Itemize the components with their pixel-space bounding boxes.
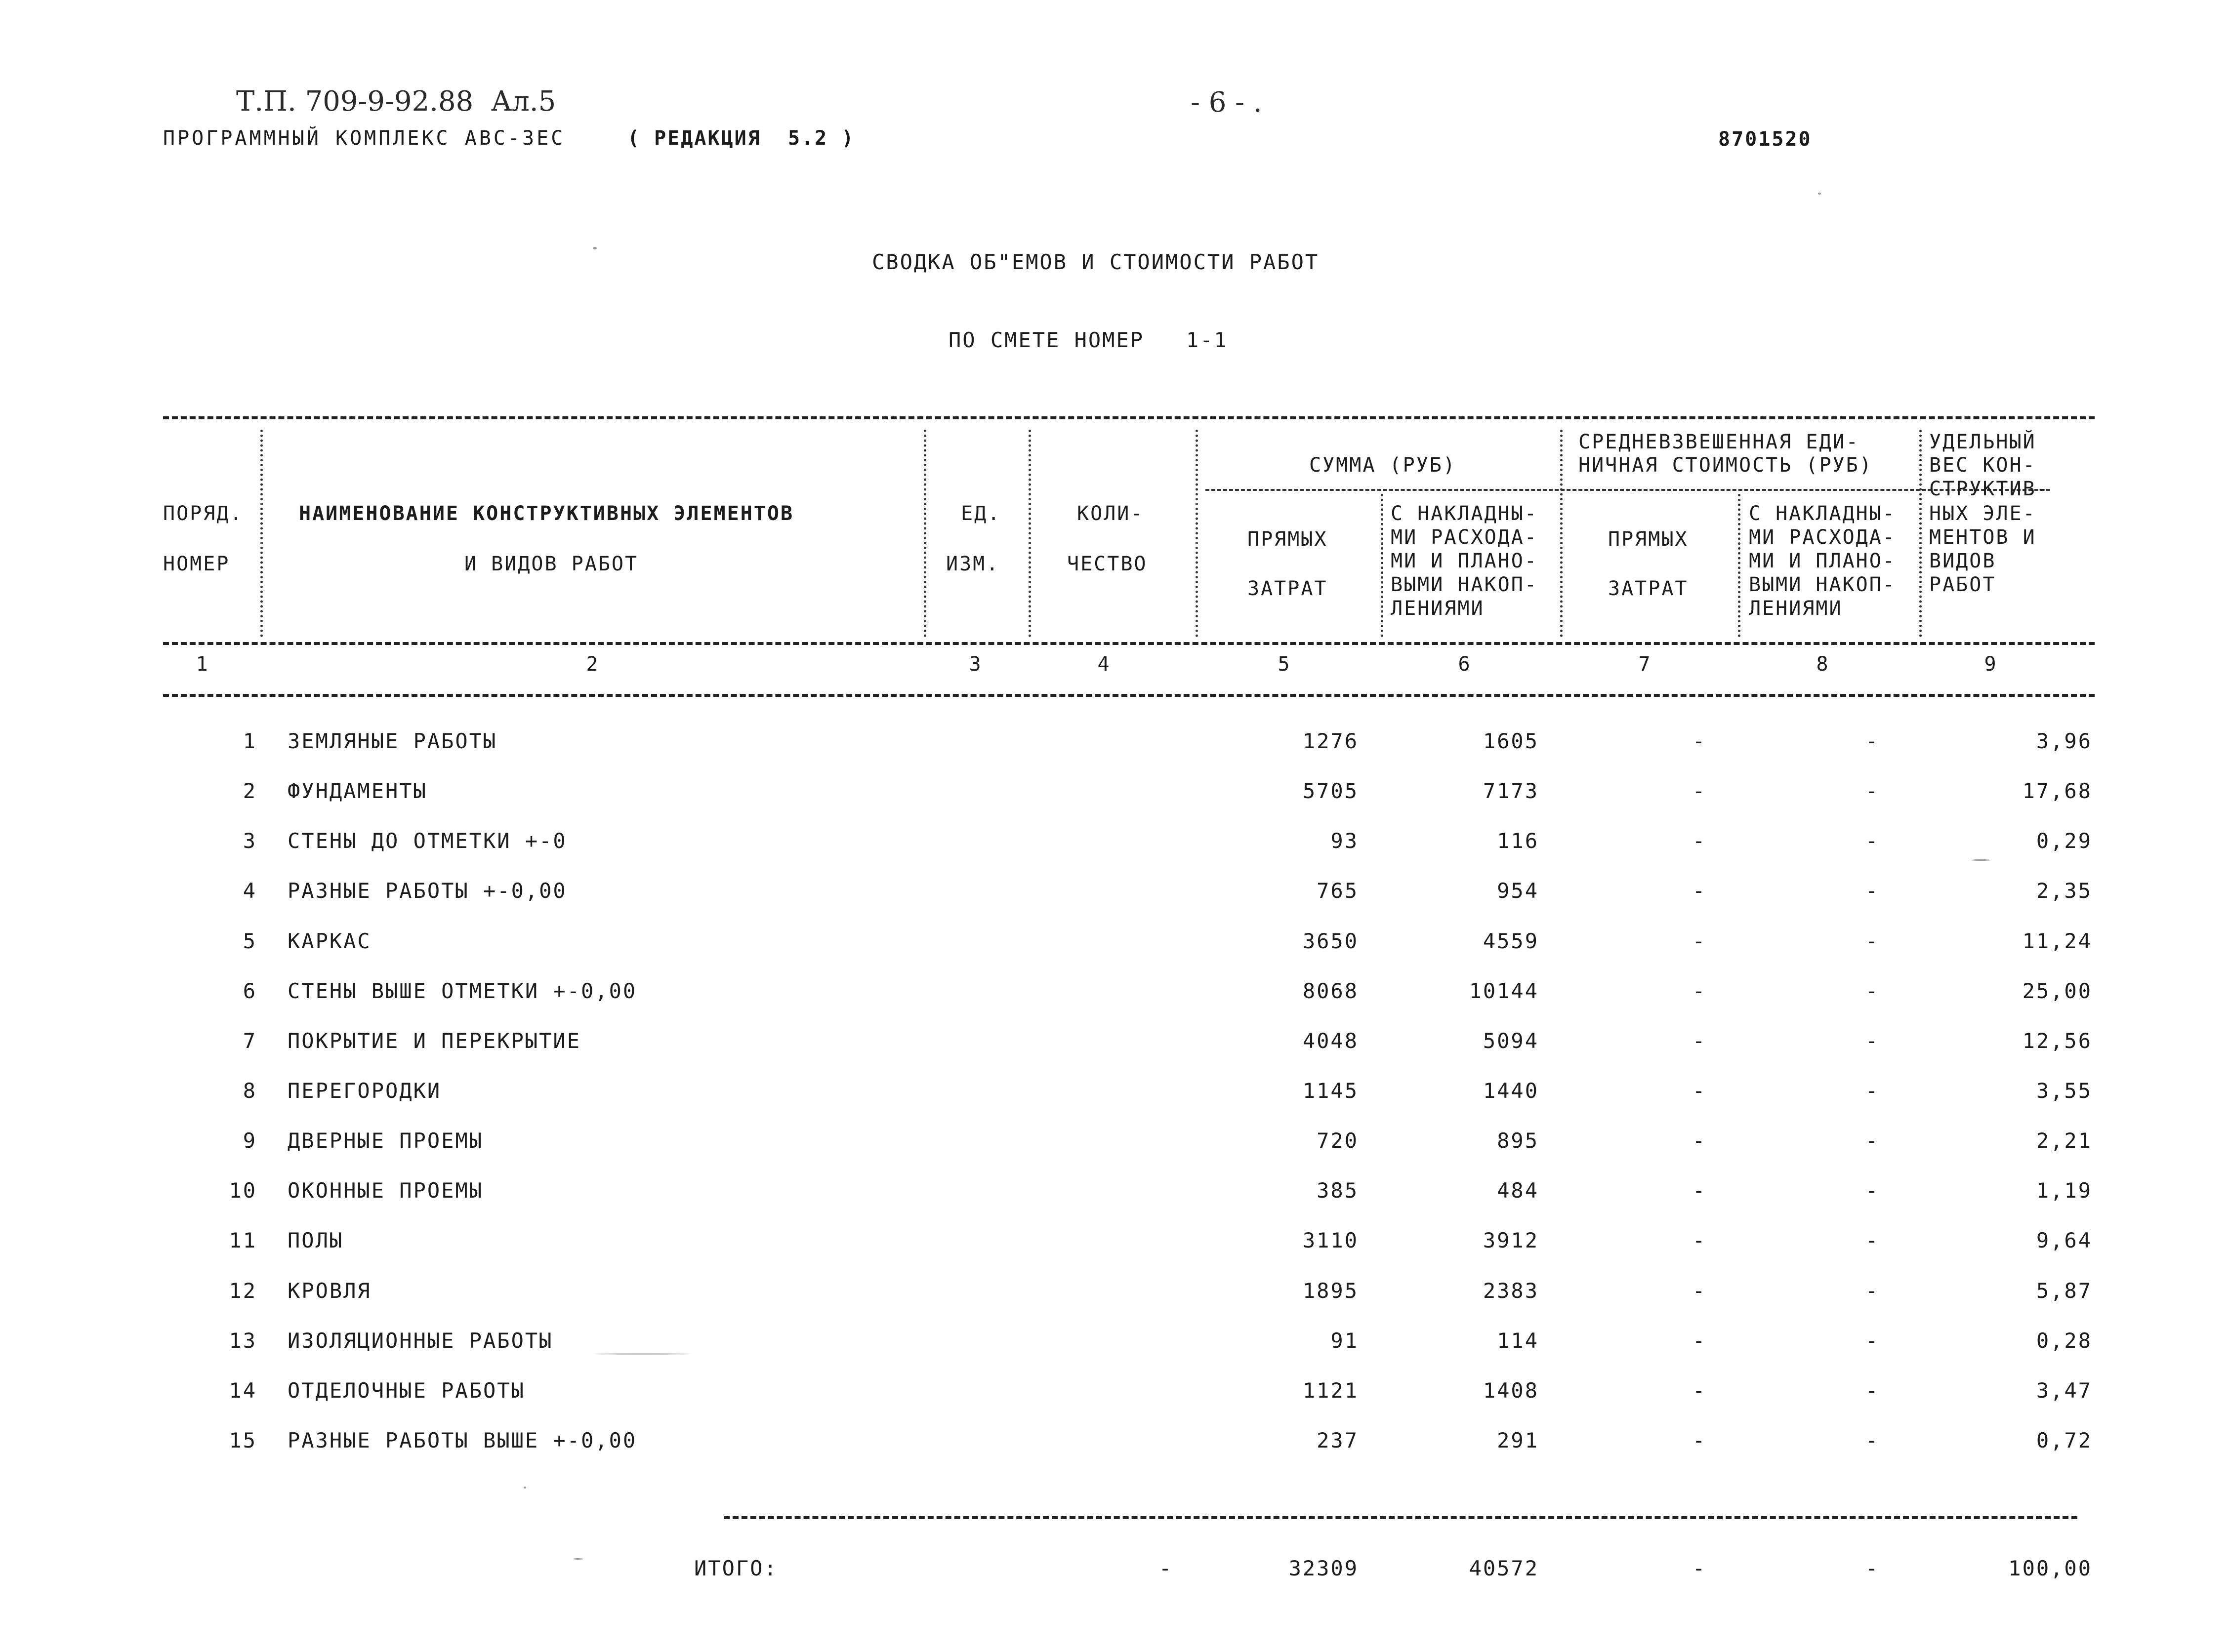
header-avg-direct-2: ЗАТРАТ [1608,577,1689,600]
row-number: 1 [243,729,257,753]
column-number: 5 [1278,653,1291,676]
row-weight: 0,29 [2036,829,2092,853]
row-avg-direct: - [1692,1079,1707,1103]
scan-speck [1971,859,1991,861]
row-overhead-cost: 1408 [1483,1378,1539,1403]
header-quantity-2: ЧЕСТВО [1067,553,1148,575]
row-direct-cost: 385 [1317,1178,1359,1203]
scan-speck [593,247,597,249]
row-element-name: ОКОННЫЕ ПРОЕМЫ [288,1178,484,1203]
row-number: 14 [229,1378,257,1403]
row-overhead-cost: 484 [1497,1178,1539,1203]
row-number: 13 [229,1329,257,1353]
row-avg-overhead: - [1865,779,1880,803]
col-sep-1 [260,430,263,637]
row-direct-cost: 1145 [1302,1079,1359,1103]
row-element-name: РАЗНЫЕ РАБОТЫ ВЫШЕ +-0,00 [288,1428,637,1452]
scan-speck [1818,193,1821,195]
row-element-name: СТЕНЫ ВЫШЕ ОТМЕТКИ +-0,00 [288,979,637,1003]
row-direct-cost: 765 [1317,879,1359,903]
row-overhead-cost: 2383 [1483,1279,1539,1303]
row-avg-direct: - [1692,1428,1707,1452]
row-weight: 1,19 [2036,1178,2092,1203]
header-weight-3: СТРУКТИВ- [1929,478,2050,500]
row-weight: 0,28 [2036,1329,2092,1353]
row-avg-overhead: - [1865,879,1880,903]
row-direct-cost: 1895 [1302,1279,1359,1303]
col-sep-2 [924,430,926,637]
row-avg-overhead: - [1865,729,1880,753]
header-order-number-2: НОМЕР [163,553,230,575]
page-number: - 6 - . [1191,86,1262,119]
header-overhead-5: ЛЕНИЯМИ [1391,597,1485,620]
row-avg-direct: - [1692,1128,1707,1153]
row-number: 4 [243,879,257,903]
row-avg-direct: - [1692,729,1707,753]
column-number: 1 [196,653,209,676]
row-number: 12 [229,1279,257,1303]
row-element-name: КРОВЛЯ [288,1279,372,1303]
row-direct-cost: 8068 [1302,979,1359,1003]
row-avg-overhead: - [1865,1329,1880,1353]
row-avg-overhead: - [1865,979,1880,1003]
row-weight: 3,55 [2036,1079,2092,1103]
header-avg-overhead-2: МИ РАСХОДА- [1749,526,1896,549]
report-title: СВОДКА ОБ"ЕМОВ И СТОИМОСТИ РАБОТ [872,250,1320,274]
header-avg-direct-1: ПРЯМЫХ [1608,528,1689,551]
row-element-name: ИЗОЛЯЦИОННЫЕ РАБОТЫ [288,1329,553,1353]
col-sep-7 [1738,494,1740,637]
total-avg-direct: - [1692,1556,1707,1580]
row-avg-direct: - [1692,1279,1707,1303]
row-avg-overhead: - [1865,1428,1880,1452]
row-avg-direct: - [1692,1378,1707,1403]
row-element-name: ФУНДАМЕНТЫ [288,779,427,803]
row-avg-overhead: - [1865,1378,1880,1403]
col-sep-5 [1381,494,1383,637]
header-overhead-4: ВЫМИ НАКОП- [1391,573,1538,596]
row-overhead-cost: 114 [1497,1329,1539,1353]
row-number: 5 [243,929,257,953]
row-weight: 9,64 [2036,1228,2092,1252]
row-overhead-cost: 7173 [1483,779,1539,803]
row-avg-overhead: - [1865,1079,1880,1103]
header-split-rule [1205,489,2050,491]
header-weight-1: УДЕЛЬНЫЙ [1929,431,2036,453]
header-direct-costs-1: ПРЯМЫХ [1247,528,1328,551]
total-weight: 100,00 [2008,1556,2092,1580]
row-direct-cost: 93 [1330,829,1359,853]
row-avg-direct: - [1692,929,1707,953]
row-number: 9 [243,1128,257,1153]
header-element-name-2: И ВИДОВ РАБОТ [464,553,639,575]
header-element-name-1: НАИМЕНОВАНИЕ КОНСТРУКТИВНЫХ ЭЛЕМЕНТОВ [299,502,794,525]
row-weight: 3,47 [2036,1378,2092,1403]
row-avg-overhead: - [1865,929,1880,953]
row-number: 6 [243,979,257,1003]
column-number: 3 [969,653,983,676]
row-overhead-cost: 954 [1497,879,1539,903]
header-avg-group-2: НИЧНАЯ СТОИМОСТЬ (РУБ) [1578,454,1873,477]
document-code: 8701520 [1718,128,1812,151]
row-avg-overhead: - [1865,1178,1880,1203]
row-number: 7 [243,1029,257,1053]
header-overhead-1: С НАКЛАДНЫ- [1391,502,1538,525]
row-direct-cost: 720 [1317,1128,1359,1153]
col-sep-3 [1029,430,1031,637]
header-avg-group-1: СРЕДНЕВЗВЕШЕННАЯ ЕДИ- [1578,431,1859,453]
row-element-name: ПЕРЕГОРОДКИ [288,1079,442,1103]
header-avg-overhead-4: ВЫМИ НАКОП- [1749,573,1896,596]
row-weight: 25,00 [2022,979,2092,1003]
total-label: ИТОГО: [694,1556,778,1580]
row-avg-direct: - [1692,1228,1707,1252]
row-overhead-cost: 3912 [1483,1228,1539,1252]
row-overhead-cost: 1440 [1483,1079,1539,1103]
header-avg-overhead-1: С НАКЛАДНЫ- [1749,502,1896,525]
row-direct-cost: 5705 [1302,779,1359,803]
scan-speck [593,1353,692,1355]
program-line: ПРОГРАММНЫЙ КОМПЛЕКС АВС-3ЕС [163,127,566,150]
row-weight: 12,56 [2022,1029,2092,1053]
total-quantity: - [1158,1556,1173,1580]
row-weight: 17,68 [2022,779,2092,803]
row-avg-direct: - [1692,829,1707,853]
column-number: 9 [1984,653,1998,676]
row-weight: 2,35 [2036,879,2092,903]
header-avg-overhead-5: ЛЕНИЯМИ [1749,597,1843,620]
col-sep-6 [1560,430,1563,637]
row-overhead-cost: 4559 [1483,929,1539,953]
row-element-name: ОТДЕЛОЧНЫЕ РАБОТЫ [288,1378,525,1403]
header-unit-2: ИЗМ. [946,553,1000,575]
total-avg-overhead: - [1865,1556,1880,1580]
row-element-name: РАЗНЫЕ РАБОТЫ +-0,00 [288,879,567,903]
row-number: 8 [243,1079,257,1103]
row-avg-direct: - [1692,779,1707,803]
col-sep-4 [1196,430,1198,637]
header-weight-5: МЕНТОВ И [1929,526,2036,549]
row-avg-direct: - [1692,979,1707,1003]
row-avg-direct: - [1692,879,1707,903]
scan-speck [524,1487,526,1489]
edition-label: ( РЕДАКЦИЯ 5.2 ) [627,127,855,150]
header-direct-costs-2: ЗАТРАТ [1247,577,1328,600]
document-reference: Т.П. 709-9-92.88 Ал.5 [236,85,556,118]
column-number: 8 [1816,653,1830,676]
header-overhead-2: МИ РАСХОДА- [1391,526,1538,549]
row-avg-overhead: - [1865,1279,1880,1303]
col-sep-8 [1919,430,1922,637]
column-number: 7 [1638,653,1652,676]
total-direct-cost: 32309 [1288,1556,1359,1580]
row-overhead-cost: 116 [1497,829,1539,853]
header-order-number-1: ПОРЯД. [163,502,244,525]
row-direct-cost: 3650 [1302,929,1359,953]
header-weight-7: РАБОТ [1929,573,1996,596]
row-element-name: ПОКРЫТИЕ И ПЕРЕКРЫТИЕ [288,1029,581,1053]
row-overhead-cost: 5094 [1483,1029,1539,1053]
header-sum-group: СУММА (РУБ) [1309,454,1456,477]
row-weight: 11,24 [2022,929,2092,953]
row-element-name: ЗЕМЛЯНЫЕ РАБОТЫ [288,729,497,753]
row-direct-cost: 3110 [1302,1228,1359,1252]
row-number: 10 [229,1178,257,1203]
row-element-name: СТЕНЫ ДО ОТМЕТКИ +-0 [288,829,567,853]
row-element-name: КАРКАС [288,929,372,953]
totals-rule [724,1516,2077,1519]
row-element-name: ДВЕРНЫЕ ПРОЕМЫ [288,1128,484,1153]
column-number: 6 [1458,653,1472,676]
row-number: 3 [243,829,257,853]
table-top-rule [163,416,2095,419]
header-bottom-rule [163,642,2095,645]
row-avg-overhead: - [1865,1128,1880,1153]
header-overhead-3: МИ И ПЛАНО- [1391,550,1538,572]
column-number: 2 [586,653,600,676]
row-avg-overhead: - [1865,1029,1880,1053]
row-direct-cost: 4048 [1302,1029,1359,1053]
column-number: 4 [1097,653,1111,676]
row-avg-overhead: - [1865,1228,1880,1252]
row-weight: 2,21 [2036,1128,2092,1153]
total-overhead-cost: 40572 [1469,1556,1539,1580]
row-direct-cost: 237 [1317,1428,1359,1452]
row-number: 15 [229,1428,257,1452]
row-direct-cost: 1276 [1302,729,1359,753]
header-unit-1: ЕД. [961,502,1001,525]
row-avg-direct: - [1692,1029,1707,1053]
row-direct-cost: 91 [1330,1329,1359,1353]
row-overhead-cost: 291 [1497,1428,1539,1452]
header-avg-overhead-3: МИ И ПЛАНО- [1749,550,1896,572]
row-direct-cost: 1121 [1302,1378,1359,1403]
row-number: 11 [229,1228,257,1252]
row-overhead-cost: 1605 [1483,729,1539,753]
header-weight-6: ВИДОВ [1929,550,1996,572]
header-weight-4: НЫХ ЭЛЕ- [1929,502,2036,525]
row-element-name: ПОЛЫ [288,1228,344,1252]
row-number: 2 [243,779,257,803]
row-avg-overhead: - [1865,829,1880,853]
header-quantity-1: КОЛИ- [1077,502,1144,525]
header-weight-2: ВЕС КОН- [1929,454,2036,477]
scan-speck [573,1558,583,1560]
row-weight: 3,96 [2036,729,2092,753]
report-subtitle: ПО СМЕТЕ НОМЕР 1-1 [949,328,1228,352]
row-avg-direct: - [1692,1178,1707,1203]
row-weight: 5,87 [2036,1279,2092,1303]
row-overhead-cost: 895 [1497,1128,1539,1153]
row-overhead-cost: 10144 [1469,979,1539,1003]
row-avg-direct: - [1692,1329,1707,1353]
row-weight: 0,72 [2036,1428,2092,1452]
column-numbers-rule [163,694,2095,697]
